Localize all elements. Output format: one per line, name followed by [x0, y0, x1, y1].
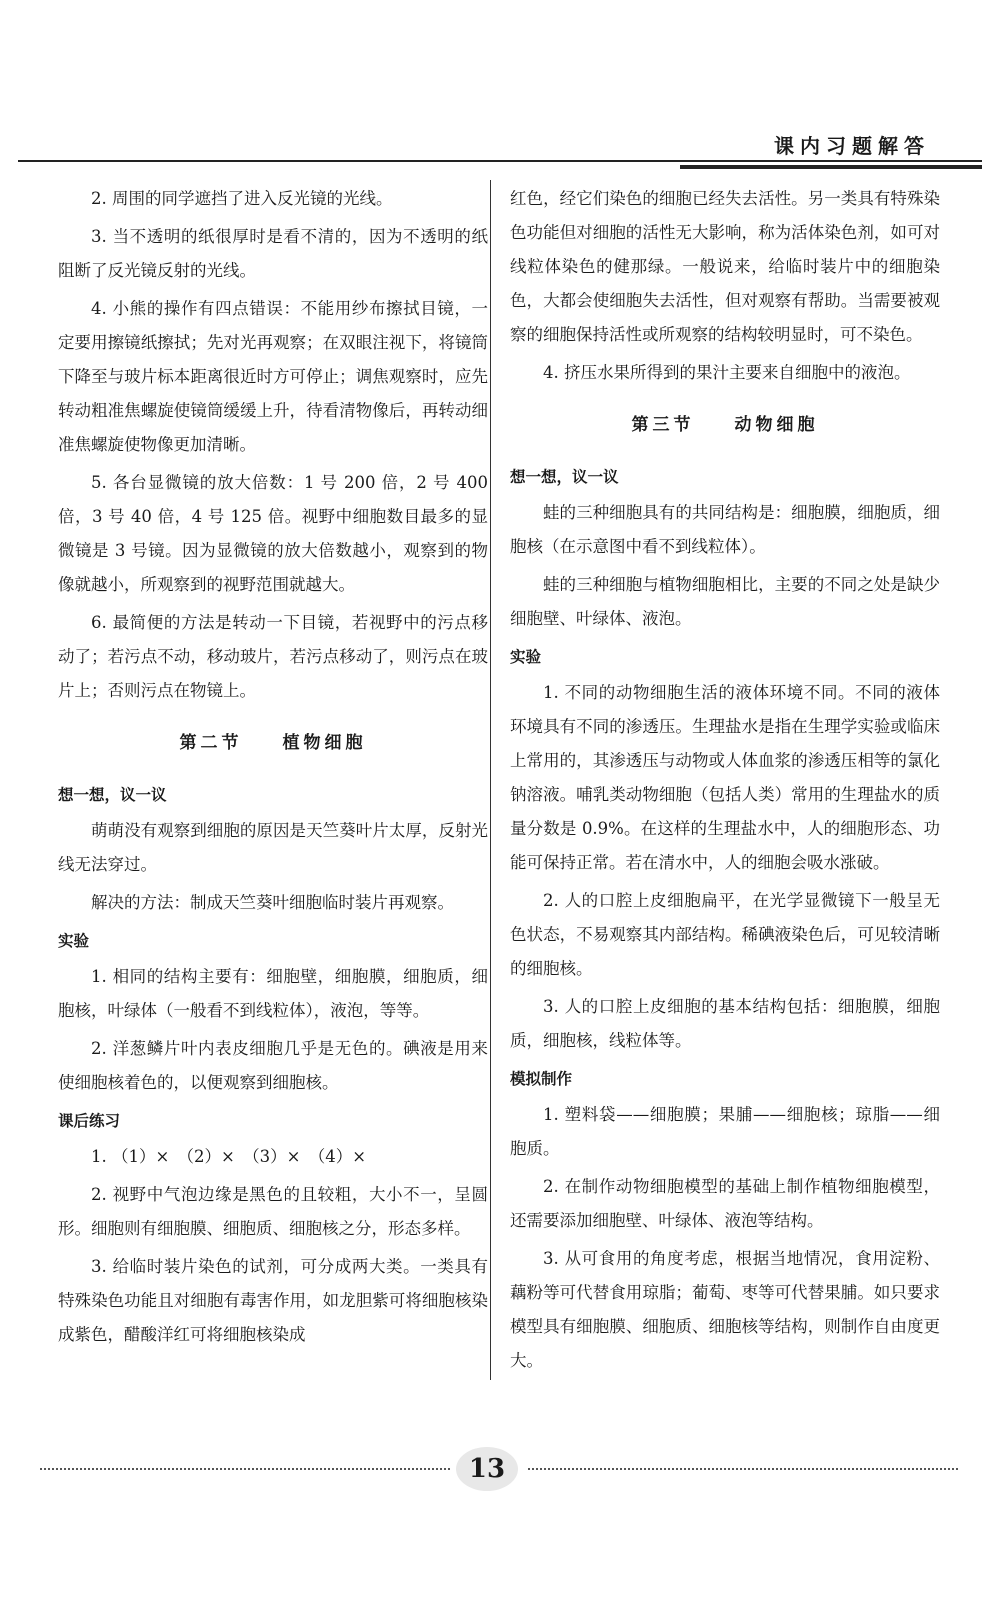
left-exp-para-2: 2. 洋葱鳞片叶内表皮细胞几乎是无色的。碘液是用来使细胞核着色的，以便观察到细胞核。 [58, 1039, 488, 1092]
right-exp-para-2: 2. 人的口腔上皮细胞扁平，在光学显微镜下一般呈无色状态，不易观察其内部结构。稀碘液染色后，可见较清晰的细胞核。 [510, 891, 940, 978]
section-number: 第三节 [631, 415, 695, 435]
footer-dotted-rule-left [40, 1468, 450, 1470]
right-model-para-3: 3. 从可食用的角度考虑，根据当地情况，食用淀粉、藕粉等可代替食用琼脂；葡萄、枣等可代替果脯。如只要求模型具有细胞膜、细胞质、细胞核等结构，则制作自由度更大。 [510, 1249, 940, 1370]
right-think-para-1: 蛙的三种细胞具有的共同结构是：细胞膜，细胞质，细胞核（在示意图中看不到线粒体）。 [510, 503, 940, 556]
section-number: 第二节 [179, 733, 243, 753]
page-number: 13 [456, 1447, 518, 1491]
footer-dotted-rule-right [528, 1468, 958, 1470]
subheading-practice: 课后练习 [58, 1112, 121, 1130]
left-para-5: 6. 最简便的方法是转动一下目镜，若视野中的污点移动了；若污点不动，移动玻片，若污点移动了，则污点在玻片上；否则污点在物镜上。 [58, 613, 488, 700]
left-practice-para-1: 1. （1）× （2）× （3）× （4）× [91, 1147, 367, 1166]
header-rule [18, 160, 982, 162]
subheading-experiment: 实验 [510, 648, 542, 666]
left-practice-para-3: 3. 给临时装片染色的试剂，可分成两大类。一类具有特殊染色功能且对细胞有毒害作用，如龙胆紫可将细胞核染成紫色，醋酸洋红可将细胞核染成 [58, 1257, 488, 1344]
right-column [510, 182, 940, 1382]
left-para-4: 5. 各台显微镜的放大倍数：1 号 200 倍，2 号 400 倍，3 号 40 倍，4 号 125 倍。视野中细胞数目最多的显微镜是 3 号镜。因为显微镜的放大倍数越小，观察到的物像就越小，所观察到的视野范围就越大。 [58, 473, 488, 594]
left-column [58, 182, 488, 1356]
right-para-2: 4. 挤压水果所得到的果汁主要来自细胞中的液泡。 [543, 363, 911, 382]
right-model-para-2: 2. 在制作动物细胞模型的基础上制作植物细胞模型，还需要添加细胞壁、叶绿体、液泡等结构。 [510, 1177, 940, 1230]
left-para-1: 2. 周围的同学遮挡了进入反光镜的光线。 [91, 189, 393, 208]
subheading-think: 想一想，议一议 [58, 786, 167, 804]
right-exp-para-3: 3. 人的口腔上皮细胞的基本结构包括：细胞膜，细胞质，细胞核，线粒体等。 [510, 997, 940, 1050]
right-model-para-1: 1. 塑料袋——细胞膜；果脯——细胞核；琼脂——细胞质。 [510, 1105, 940, 1158]
header-rule-thick [680, 165, 982, 169]
section-name: 动物细胞 [734, 415, 819, 435]
left-para-2: 3. 当不透明的纸很厚时是看不清的，因为不透明的纸阻断了反光镜反射的光线。 [58, 227, 488, 280]
section-title-plant-cell [58, 726, 488, 760]
left-think-para-1: 萌萌没有观察到细胞的原因是天竺葵叶片太厚，反射光线无法穿过。 [58, 821, 488, 874]
left-para-3: 4. 小熊的操作有四点错误：不能用纱布擦拭目镜，一定要用擦镜纸擦拭；先对光再观察；在双眼注视下，将镜筒下降至与玻片标本距离很近时方可停止；调焦观察时，应先转动粗准焦螺旋使镜筒缓缓上升，待看清物像后，再转动细准焦螺旋使物像更加清晰。 [58, 299, 488, 454]
right-para-1: 红色，经它们染色的细胞已经失去活性。另一类具有特殊染色功能但对细胞的活性无大影响，称为活体染色剂，如可对线粒体染色的健那绿。一般说来，给临时装片中的细胞染色，大都会使细胞失去活性，但对观察有帮助。当需要被观察的细胞保持活性或所观察的结构较明显时，可不染色。 [510, 189, 940, 344]
right-think-para-2: 蛙的三种细胞与植物细胞相比，主要的不同之处是缺少细胞壁、叶绿体、液泡。 [510, 575, 940, 628]
section-title-animal-cell [510, 408, 940, 442]
page-header-title: 课内习题解答 [774, 134, 930, 158]
subheading-experiment: 实验 [58, 932, 90, 950]
left-practice-para-2: 2. 视野中气泡边缘是黑色的且较粗，大小不一，呈圆形。细胞则有细胞膜、细胞质、细胞核之分，形态多样。 [58, 1185, 488, 1238]
section-name: 植物细胞 [282, 733, 367, 753]
right-exp-para-1: 1. 不同的动物细胞生活的液体环境不同。不同的液体环境具有不同的渗透压。生理盐水是指在生理学实验或临床上常用的，其渗透压与动物或人体血浆的渗透压相等的氯化钠溶液。哺乳类动物细胞（包括人类）常用的生理盐水的质量分数是 0.9%。在这样的生理盐水中，人的细胞形态、功能可保持正常。若在清水中，人的细胞会吸水涨破。 [510, 683, 940, 872]
subheading-think: 想一想，议一议 [510, 468, 619, 486]
left-exp-para-1: 1. 相同的结构主要有：细胞壁，细胞膜，细胞质，细胞核，叶绿体（一般看不到线粒体），液泡，等等。 [58, 967, 488, 1020]
subheading-model: 模拟制作 [510, 1070, 573, 1088]
left-think-para-2: 解决的方法：制成天竺葵叶细胞临时装片再观察。 [91, 893, 454, 912]
column-divider [490, 180, 491, 1380]
